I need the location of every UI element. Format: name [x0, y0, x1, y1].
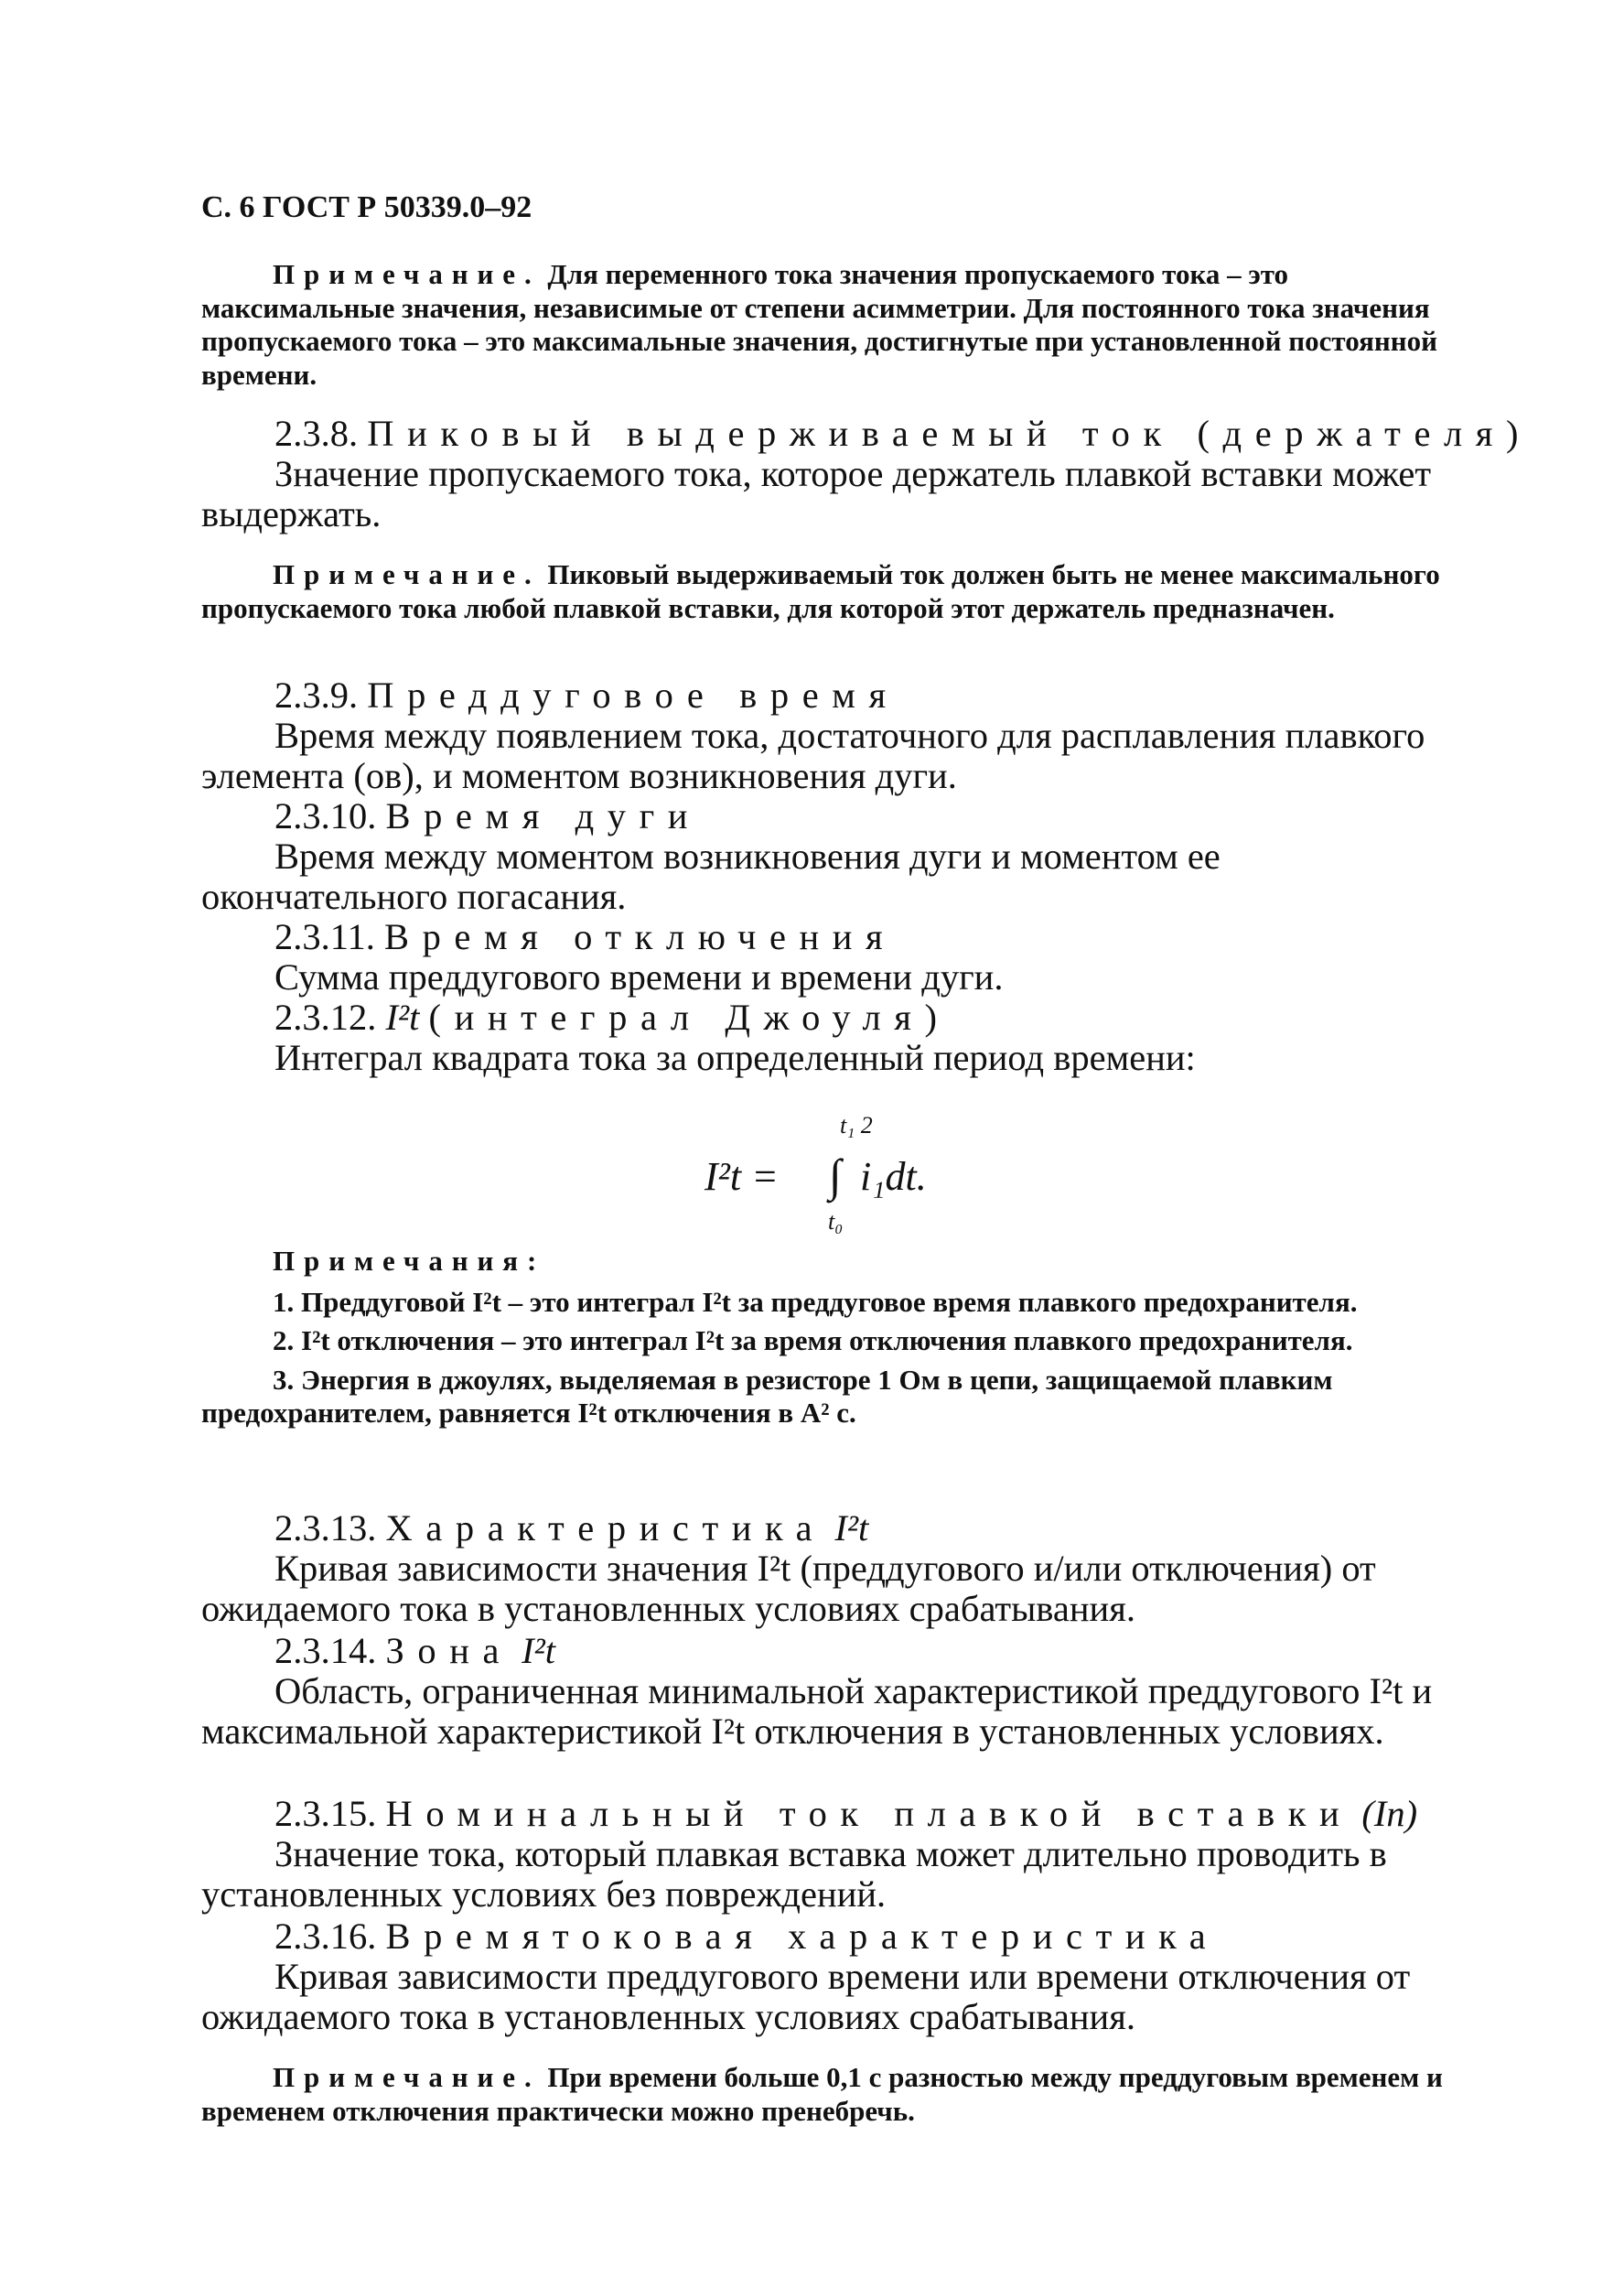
section-number: 2.3.16. [274, 1916, 377, 1957]
formula-exponent: 2 [860, 1112, 873, 1139]
section-2-3-8 [201, 413, 1533, 534]
notes-heading: Примечания: [273, 1245, 546, 1277]
integral-upper-limit: t₁ 2 [840, 1112, 873, 1139]
joule-integral-formula [704, 1112, 1016, 1240]
section-definition: Область, ограниченная минимальной характеристикой преддугового I²t и максимальной характеристикой I²t отключения в установленных условиях. [201, 1670, 1433, 1752]
section-number: 2.3.9. [274, 675, 359, 716]
section-symbol: I²t [385, 997, 420, 1038]
note-item-2: 2. I²t отключения – это интеграл I²t за время отключения плавкого предохранителя. [273, 1324, 1353, 1356]
integral-sign: ∫ [829, 1149, 842, 1201]
section-term: Времятоковая характеристика [385, 1916, 1220, 1957]
section-term: Пиковый выдерживаемый ток (держателя) [367, 413, 1533, 454]
section-number: 2.3.8. [274, 413, 359, 454]
section-2-3-16 [201, 1916, 1464, 2037]
section-2-3-11 [201, 917, 1464, 998]
note-item-1: 1. Преддуговой I²t – это интеграл I²t за преддуговое время плавкого предохранителя. [273, 1285, 1358, 1318]
section-2-3-14 [201, 1631, 1464, 1752]
section-term: Номинальный ток плавкой вставки [385, 1793, 1353, 1834]
section-symbol: I²t [522, 1630, 556, 1671]
section-number: 2.3.13. [274, 1507, 377, 1549]
page-header: С. 6 ГОСТ Р 50339.0–92 [201, 190, 532, 224]
section-definition: Интеграл квадрата тока за определенный период времени: [274, 1037, 1196, 1078]
section-number: 2.3.14. [274, 1630, 377, 1671]
note-text: Для переменного тока значения пропускаемого тока – это максимальные значения, независимые от степени асимметрии. Для постоянного тока значения пропускаемого тока – это максимальные значения, достигнутые при установленной постоянной времени. [201, 258, 1437, 391]
section-definition: Время между моментом возникновения дуги и моментом ее окончательного погасания. [201, 836, 1221, 917]
section-term: Зона [385, 1630, 513, 1671]
section-symbol: (In) [1361, 1793, 1418, 1834]
note-item-3: 3. Энергия в джоулях, выделяемая в резисторе 1 Ом в цепи, защищаемой плавким предохранителем, равняется I²t отключения в А² с. [201, 1363, 1333, 1429]
note-label: Примечание. [273, 2061, 541, 2093]
section-2-3-15 [201, 1794, 1464, 1915]
section-2-3-13 [201, 1508, 1464, 1629]
section-2-3-10 [201, 796, 1464, 917]
formula-integrand: i₁dt. [860, 1154, 927, 1199]
section-definition: Кривая зависимости преддугового времени или времени отключения от ожидаемого тока в установленных условиях срабатывания. [201, 1956, 1411, 2037]
section-symbol: I²t [834, 1507, 869, 1549]
section-2-3-9 [201, 675, 1464, 796]
section-number: 2.3.10. [274, 795, 377, 836]
section-definition: Время между появлением тока, достаточного для расплавления плавкого элемента (ов), и моментом возникновения дуги. [201, 715, 1425, 796]
integral-lower-limit: t₀ [828, 1208, 844, 1235]
section-number: 2.3.11. [274, 916, 375, 957]
notes-2-3-12 [201, 1245, 1464, 1430]
note-text: Пиковый выдерживаемый ток должен быть не менее максимального пропускаемого тока любой плавкой вставки, для которой этот держатель предназначен. [201, 558, 1440, 624]
section-number: 2.3.15. [274, 1793, 377, 1834]
section-2-3-12 [201, 998, 1464, 1078]
section-definition: Сумма преддугового времени и времени дуги. [274, 956, 1004, 998]
section-term: Время отключения [384, 916, 897, 957]
note-text: При времени больше 0,1 с разностью между преддуговым временем и временем отключения практически можно пренебречь. [201, 2061, 1443, 2127]
section-definition: Значение тока, который плавкая вставка может длительно проводить в установленных условиях без повреждений. [201, 1833, 1387, 1915]
note-top [201, 258, 1464, 392]
note-label: Примечание. [273, 558, 541, 590]
section-number: 2.3.12. [274, 997, 377, 1038]
section-definition: Значение пропускаемого тока, которое держатель плавкой вставки может выдержать. [201, 453, 1432, 534]
note-label: Примечание. [273, 258, 541, 290]
section-term: Преддуговое время [367, 675, 899, 716]
note-2-3-16 [201, 2061, 1464, 2128]
section-term: (интеграл Джоуля) [428, 997, 951, 1038]
section-definition: Кривая зависимости значения I²t (преддугового и/или отключения) от ожидаемого тока в установленных условиях срабатывания. [201, 1548, 1376, 1629]
section-term: Время дуги [385, 795, 702, 836]
note-2-3-8 [201, 558, 1464, 625]
section-term: Характеристика [385, 1507, 826, 1549]
formula-lhs: I²t = [704, 1154, 779, 1199]
